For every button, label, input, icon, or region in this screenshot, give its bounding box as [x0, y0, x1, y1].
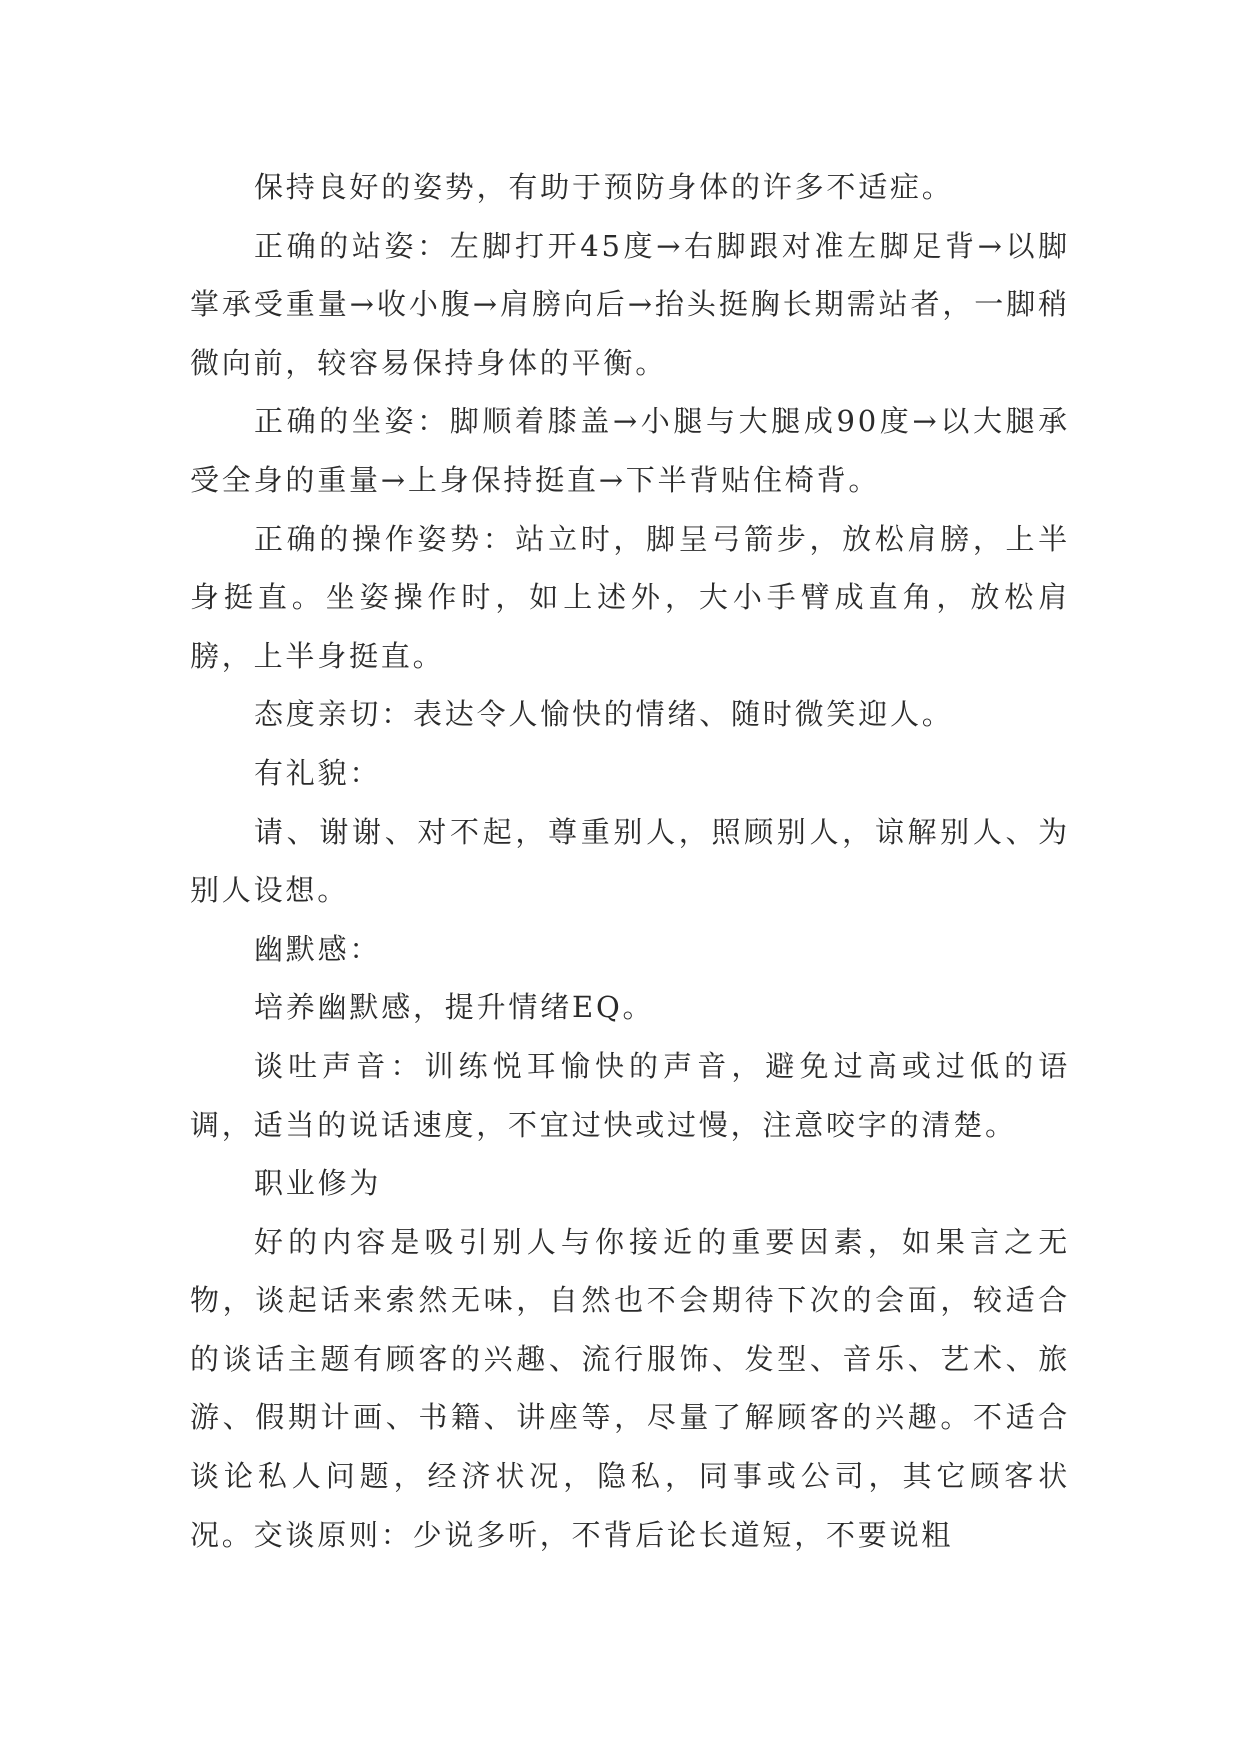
- heading-professional-cultivation: 职业修为: [254, 1166, 382, 1201]
- paragraph-conversation-content: 好的内容是吸引别人与你接近的重要因素，如果言之无物，谈起话来索然无味，自然也不会期待下次的会面，较适合的谈话主题有顾客的兴趣、流行服饰、发型、音乐、艺术、旅游、假期计画、书籍、讲座等，尽量了解顾客的兴趣。不适合谈论私人问题，经济状况，隐私，同事或公司，其它顾客状况。交谈原则：少说多听，不背后论长道短，不要说粗: [190, 1224, 1070, 1552]
- paragraph-sitting-posture: 正确的坐姿：脚顺着膝盖→小腿与大腿成90度→以大腿承受全身的重量→上身保持挺直→下半背贴住椅背。: [190, 404, 1070, 497]
- paragraph-politeness: 请、谢谢、对不起，尊重别人，照顾别人，谅解别人、为别人设想。: [190, 814, 1070, 908]
- paragraph-standing-posture: 正确的站姿：左脚打开45度→右脚跟对准左脚足背→以脚掌承受重量→收小腹→肩膀向后→抬头挺胸长期需站者，一脚稍微向前，较容易保持身体的平衡。: [190, 228, 1070, 380]
- paragraph-friendly-attitude: 态度亲切：表达令人愉快的情绪、随时微笑迎人。: [254, 697, 954, 732]
- heading-politeness: 有礼貌：: [254, 755, 382, 790]
- paragraph-humor: 培养幽默感，提升情绪EQ。: [254, 990, 655, 1025]
- heading-humor: 幽默感：: [254, 931, 382, 966]
- paragraph-operating-posture: 正确的操作姿势：站立时，脚呈弓箭步，放松肩膀，上半身挺直。坐姿操作时，如上述外，大小手臂成直角，放松肩膀，上半身挺直。: [190, 521, 1070, 673]
- paragraph-posture-intro: 保持良好的姿势，有助于预防身体的许多不适症。: [254, 170, 954, 204]
- body-text: [190, 158, 1070, 1564]
- paragraph-speech-voice: 谈吐声音：训练悦耳愉快的声音，避免过高或过低的语调，适当的说话速度，不宜过快或过慢，注意咬字的清楚。: [190, 1048, 1070, 1142]
